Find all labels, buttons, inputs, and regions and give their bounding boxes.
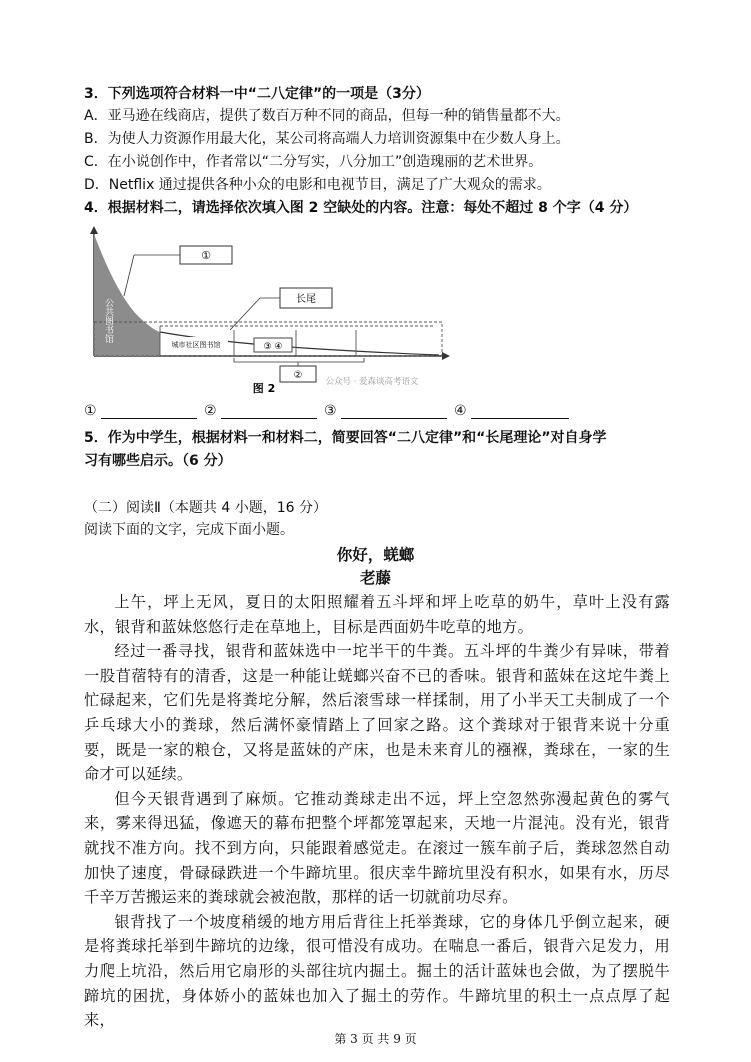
question-3-option-a: A．亚马逊在线商店，提供了数百万种不同的商品，但每一种的销售量都不大。 bbox=[84, 108, 570, 124]
figure-long-tail-label: 长尾 bbox=[296, 294, 316, 305]
story-paragraph: 经过一番寻找，银背和蓝妹选中一坨半干的牛粪。五斗坪的牛粪少有异味，带着一股苜蓿特有的清香，这是一种能让蜣螂兴奋不已的香味。银背和蓝妹在这坨牛粪上忙碌起来，它们先是将粪坨分解，然后滚雪球一样揉制，用了小半天工夫制成了一个乒乓球大小的粪球，然后满怀豪情踏上了回家之路。这个粪球对于银背来说十分重要，既是一家的粮仓，又将是蓝妹的产床，也是未来育儿的襁褓，粪球在，一家的生命才可以延续。 bbox=[84, 642, 670, 784]
story-paragraph: 银背找了一个坡度稍缓的地方用后背往上托举粪球，它的身体几乎倒立起来，硬是将粪球托举到牛蹄坑的边缘，很可惜没有成功。在喘息一番后，银背六足发力，用力爬上坑沿，然后用它扇形的头部往坑内掘土。掘土的活计蓝妹也会做，为了摆脱牛蹄坑的困扰，身体娇小的蓝妹也加入了掘土的劳作。牛蹄坑里的积土一点点厚了起来， bbox=[84, 912, 670, 1030]
answer-blank-4[interactable] bbox=[454, 402, 569, 419]
story-body bbox=[84, 590, 670, 1033]
section-2-heading: （二）阅读Ⅱ（本题共 4 小题，16 分） bbox=[84, 500, 327, 516]
long-tail-figure bbox=[84, 226, 464, 398]
answer-blank-2[interactable] bbox=[204, 402, 317, 419]
figure-box-3-4: ③ ④ bbox=[263, 342, 283, 352]
figure-box-2: ② bbox=[293, 370, 303, 381]
blank-3-label: ③ bbox=[324, 403, 337, 419]
page-footer: 第 3 页 共 9 页 bbox=[334, 1032, 417, 1046]
story-paragraph: 上午，坪上无风，夏日的太阳照耀着五斗坪和坪上吃草的奶牛，草叶上没有露水，银背和蓝妹悠悠行走在草地上，目标是西面奶牛吃草的地方。 bbox=[84, 593, 670, 636]
story-paragraph: 但今天银背遇到了麻烦。它推动粪球走出不远，坪上空忽然弥漫起黄色的雾气来，雾来得迅猛，像遮天的幕布把整个坪都笼罩起来，天地一片混沌。没有光，银背就找不准方向。找不到方向，只能跟着感觉走。在滚过一簇车前子后，粪球忽然自动加快了速度，骨碌碌跌进一个牛蹄坑里。很庆幸牛蹄坑里没有积水，如果有水，历尽千辛万苦搬运来的粪球就会被泡散，那样的话一切就前功尽弃。 bbox=[84, 789, 670, 907]
question-3-option-c: C．在小说创作中，作者常以“二分写实，八分加工”创造瑰丽的艺术世界。 bbox=[84, 154, 543, 170]
public-library-label: 公共图书馆 bbox=[103, 298, 113, 343]
question-5-line-1: 5．作为中学生，根据材料一和材料二，简要回答“二八定律”和“长尾理论”对自身学 bbox=[84, 430, 607, 446]
answer-blank-1[interactable] bbox=[84, 402, 197, 419]
blank-2-label: ② bbox=[204, 403, 217, 419]
question-3-option-b: B．为使人力资源作用最大化，某公司将高端人力培训资源集中在少数人身上。 bbox=[84, 131, 570, 147]
story-author: 老藤 bbox=[359, 568, 391, 587]
story-title: 你好，蜣螂 bbox=[336, 545, 415, 564]
blank-4-label: ④ bbox=[454, 403, 467, 419]
answer-blank-3[interactable] bbox=[324, 402, 447, 419]
figure-community-library-label: 城市社区图书馆 bbox=[171, 341, 221, 349]
blank-1-label: ① bbox=[84, 403, 97, 419]
figure-box-1: ① bbox=[201, 249, 211, 262]
question-3-title: 3．下列选项符合材料一中“二八定律”的一项是（3分） bbox=[84, 86, 430, 102]
question-3-option-d: D．Netflix 通过提供各种小众的电影和电视节目，满足了广大观众的需求。 bbox=[84, 177, 551, 193]
question-4-title: 4．根据材料二，请选择依次填入图 2 空缺处的内容。注意：每处不超过 8 个字（4 分） bbox=[84, 200, 638, 216]
question-5-line-2: 习有哪些启示。（6 分） bbox=[84, 453, 232, 469]
figure-watermark: 公众号 · 爱森谈高考语文 bbox=[325, 377, 419, 387]
section-2-instruction: 阅读下面的文字，完成下面小题。 bbox=[84, 522, 294, 538]
figure-caption: 图 2 bbox=[252, 382, 276, 395]
